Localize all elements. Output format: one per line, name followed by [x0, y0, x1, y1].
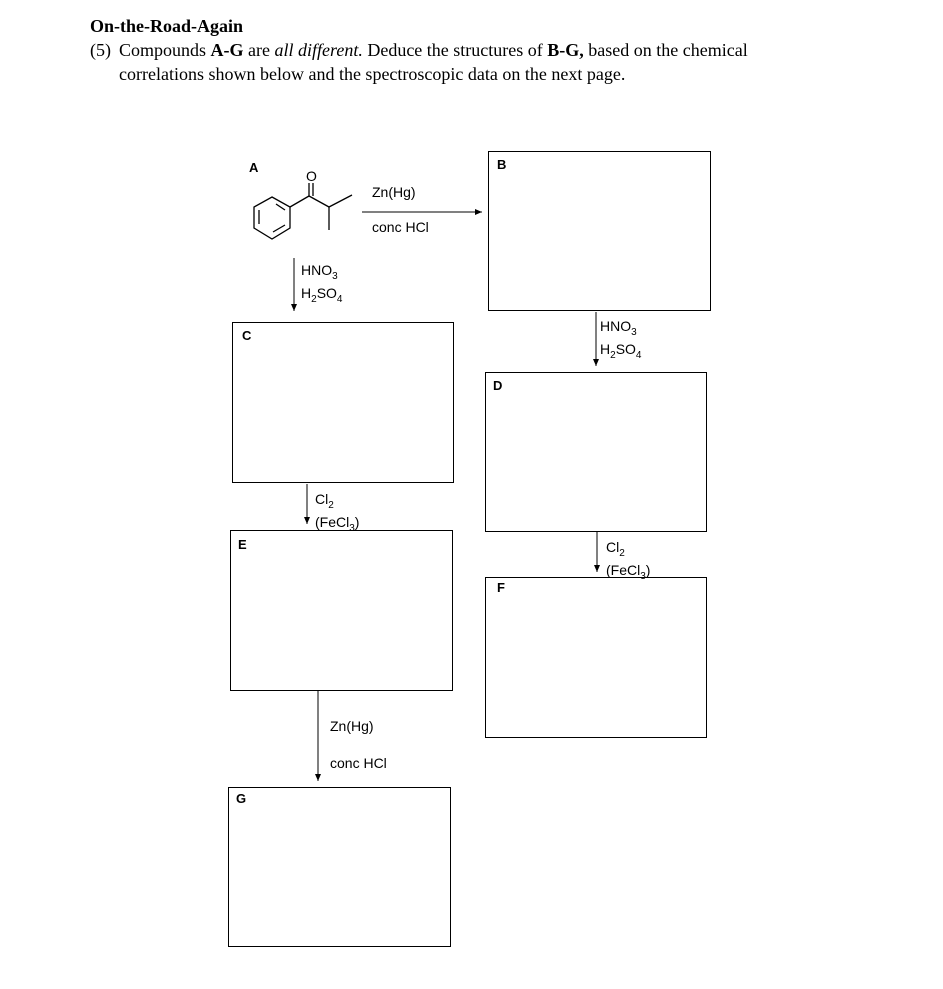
carbonyl-oxygen-label: O — [306, 168, 317, 184]
reagent-a-to-c: $HNO_3$ $H_2SO_4$ — [301, 262, 343, 305]
answer-box-b[interactable] — [488, 151, 711, 311]
problem-number: (5) — [90, 40, 111, 60]
label-c: C — [242, 328, 252, 343]
label-g: G — [236, 791, 247, 806]
label-d: D — [493, 378, 503, 393]
answer-box-d[interactable] — [485, 372, 707, 532]
label-f: F — [497, 580, 505, 595]
reagent-b-to-d: $HNO_3$ $H_2SO_4$ — [600, 318, 642, 361]
reagent-e-to-g-line2: conc HCl — [330, 755, 387, 771]
answer-box-f[interactable] — [485, 577, 707, 738]
label-e: E — [238, 537, 247, 552]
problem-statement: (5) Compounds A-G are all different. Deduce the structures of B-G, based on the chemical correlations shown below and the spectroscopic data on the next page. — [90, 40, 748, 84]
ring-carbonyl-bond — [290, 196, 309, 207]
reagent-a-to-b-line1: Zn(Hg) — [372, 184, 416, 200]
reagent-e-to-g-line1: Zn(Hg) — [330, 718, 374, 734]
compound-a-structure — [254, 183, 352, 239]
reagent-a-to-b-line2: conc HCl — [372, 219, 429, 235]
label-b: B — [497, 157, 507, 172]
answer-box-c[interactable] — [232, 322, 454, 483]
answer-box-e[interactable] — [230, 530, 453, 691]
answer-box-g[interactable] — [228, 787, 451, 947]
reagent-c-to-e: $Cl_2$ (FeCl$_3$) — [315, 491, 360, 534]
page-title: On-the-Road-Again — [90, 16, 244, 36]
label-a: A — [249, 160, 259, 175]
reagent-d-to-f: $Cl_2$ (FeCl$_3$) — [606, 539, 651, 582]
